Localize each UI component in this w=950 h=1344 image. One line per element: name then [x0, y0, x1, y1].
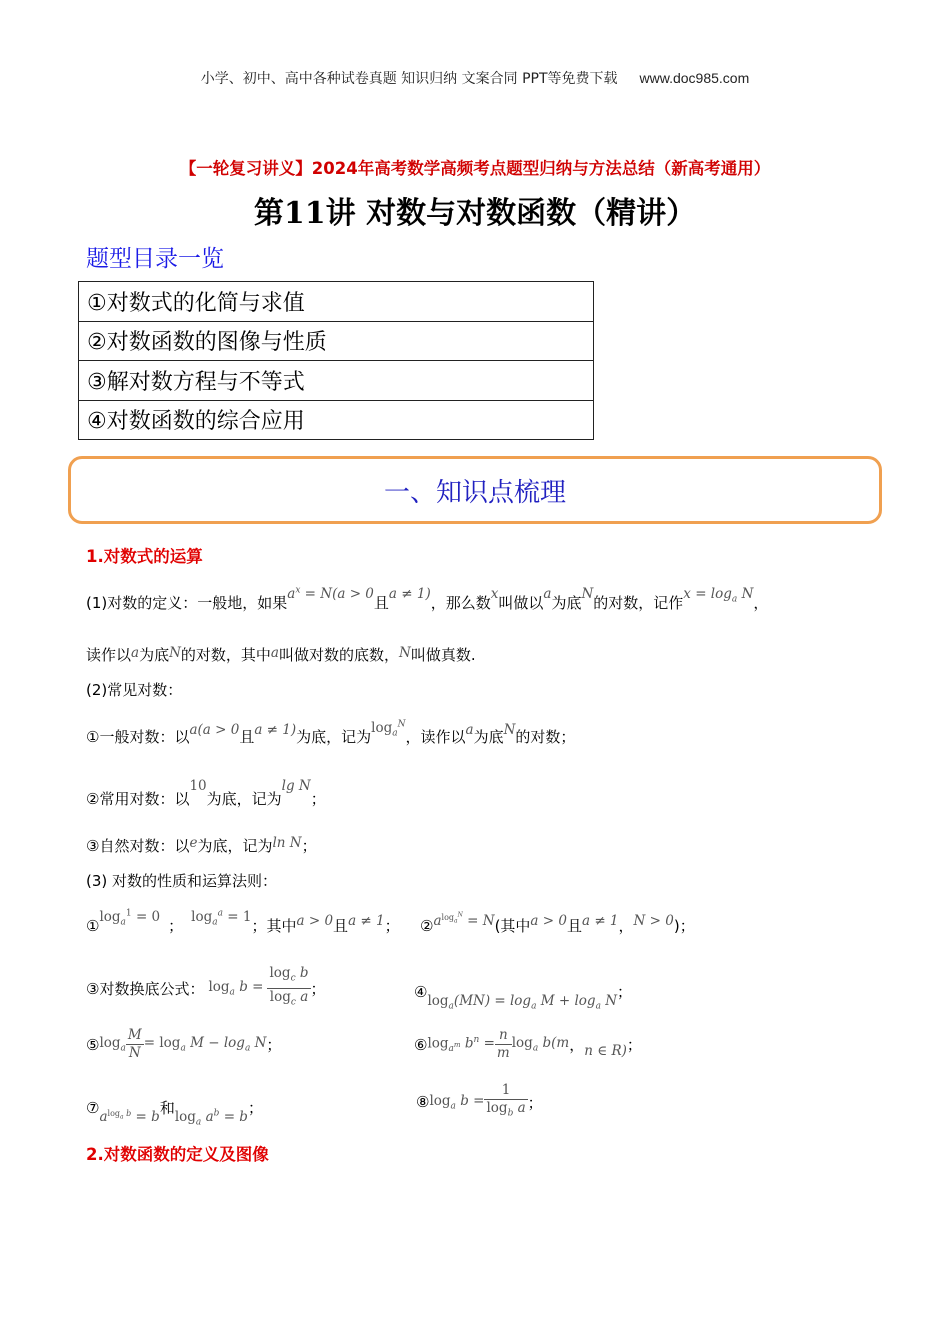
page-title: 第11讲 对数与对数函数（精讲） — [253, 196, 697, 231]
definition-line-2: 读作以a为底N的对数，其中a叫做对数的底数，N叫做真数. — [86, 645, 476, 664]
toc-item: ②对数函数的图像与性质 — [79, 321, 594, 361]
natural-log-line: ③自然对数：以e为底，记为ln N； — [86, 835, 317, 855]
common-logs-heading: (2)常见对数： — [86, 681, 183, 699]
rule-8: ⑧ $\log_a b$ = $\frac{1}{\log_b a}$ ； — [416, 1082, 543, 1119]
toc-item: ①对数式的化简与求值 — [79, 282, 594, 322]
rule-5: ⑤ $\log_a$ $\frac{M}{N}$ = $\log_a M - \log_a N$ ； — [86, 1027, 282, 1061]
page-header — [0, 68, 950, 88]
rule-4: $④\log_a(MN) = \log_a M + \log_a N$； — [414, 983, 633, 1012]
toc-table — [78, 281, 594, 440]
section-banner — [68, 456, 882, 524]
header-text: 小学、初中、高中各种试卷真题 知识归纳 文案合同 PPT等免费下载 — [200, 71, 618, 87]
rule-1: $①\log_a^1 = 0$ ； $\log_a^a = 1$；其中a > 0且a ≠ 1； — [86, 908, 400, 935]
toc-item: ④对数函数的综合应用 — [79, 400, 594, 440]
rule-6: ⑥ $\log_{a^m} b^n$ = $\frac{n}{m}$ $\log_a b(m$ ， n ∈ R) ； — [414, 1027, 642, 1061]
general-log-line: ①一般对数：以a(a > 0且a ≠ 1)为底，记为$\log_a^N$，读作以a为底N的对数； — [86, 719, 576, 746]
common-log-line: ②常用对数：以10为底，记为lg N； — [86, 778, 326, 808]
toc-heading: 题型目录一览 — [86, 246, 224, 272]
section-title: 一、知识点梳理 — [383, 477, 566, 508]
rules-heading: (3) 对数的性质和运算法则： — [86, 872, 278, 890]
rule-3: ③对数换底公式： $\log_a b$ = $\frac{\log_c b}{\log_c a}$ ； — [86, 965, 326, 1008]
definition-line-1: (1)对数的定义：一般地，如果$a^x = N(a > 0$且a ≠ 1)，那么数x叫做以a为底N的对数，记作$x = \log_a N$， — [86, 585, 769, 612]
header-url[interactable]: www.doc985.com — [639, 70, 750, 86]
series-title: 【一轮复习讲义】2024年高考数学高频考点题型归纳与方法总结（新高考通用） — [179, 159, 771, 178]
toc-item: ③解对数方程与不等式 — [79, 361, 594, 401]
rule-7: $⑦a^{log_a b} = b$和$\log_a a^b = b$； — [86, 1099, 263, 1128]
section-heading-1: 1.对数式的运算 — [86, 547, 203, 566]
section-heading-2: 2.对数函数的定义及图像 — [86, 1145, 269, 1164]
rule-2: $②a^{log_a^N} = N$(其中a > 0且a ≠ 1，N > 0)； — [420, 910, 695, 935]
